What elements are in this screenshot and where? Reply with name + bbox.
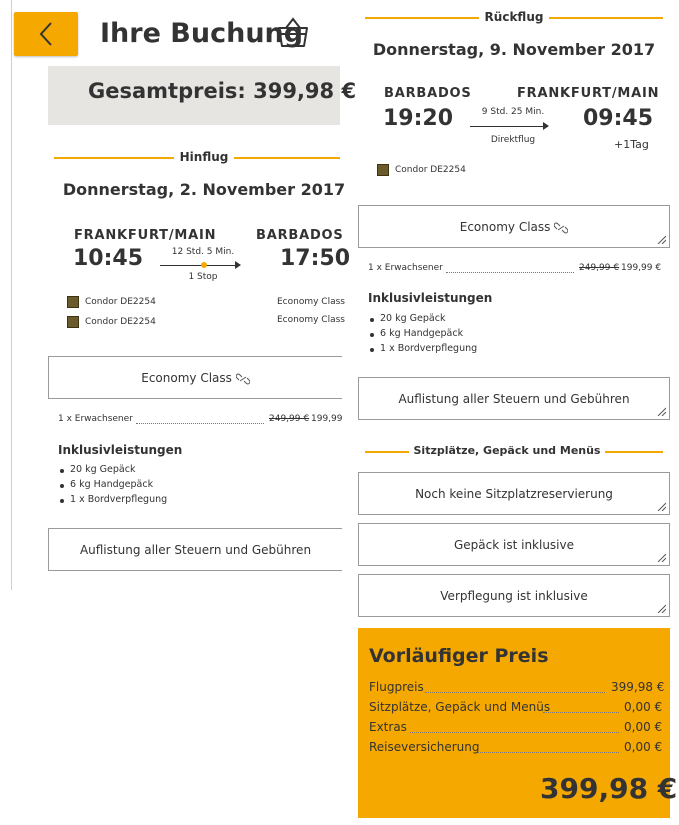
outbound-class-button[interactable]	[48, 356, 342, 399]
section-rule	[234, 157, 340, 159]
dotted-leader	[446, 272, 574, 273]
flight-path-line	[470, 126, 546, 127]
outbound-new-price: 199,99	[311, 414, 343, 424]
price-row-value: 0,00 €	[624, 720, 663, 734]
outbound-duration: 12 Std. 5 Min.	[171, 247, 235, 257]
return-inclusive-title: Inklusivleistungen	[368, 291, 493, 305]
outbound-section-label: Hinflug	[179, 150, 229, 164]
outbound-inclusive-title: Inklusivleistungen	[58, 443, 183, 457]
section-rule	[365, 451, 409, 453]
price-row-label: Reiseversicherung	[369, 740, 480, 754]
section-rule	[605, 451, 663, 453]
price-row-label: Extras	[369, 720, 407, 734]
return-day-offset: +1Tag	[614, 138, 649, 151]
flight-path-line	[160, 265, 238, 266]
chevron-left-icon	[38, 21, 54, 47]
return-stops: Direktflug	[490, 135, 536, 145]
dotted-leader	[425, 692, 605, 693]
return-section-label: Rückflug	[484, 10, 544, 24]
sidebar-divider	[11, 0, 12, 590]
outbound-dep-time: 10:45	[73, 246, 144, 271]
outbound-passenger-label: 1 x Erwachsener	[58, 414, 133, 424]
seat-reservation-label: Noch keine Sitzplatzreservierung	[415, 487, 613, 501]
price-row-value: 399,98 €	[611, 680, 665, 694]
price-summary-title: Vorläufiger Preis	[369, 645, 549, 667]
stop-dot	[201, 262, 207, 268]
extras-section-label: Sitzplätze, Gepäck und Menüs	[413, 444, 601, 457]
return-dep-time: 19:20	[383, 106, 454, 131]
dotted-leader	[136, 423, 264, 424]
return-from-city: BARBADOS	[384, 86, 472, 101]
section-rule	[365, 17, 479, 19]
price-row-label: Sitzplätze, Gepäck und Menüs	[369, 700, 551, 714]
return-date: Donnerstag, 9. November 2017	[372, 40, 656, 59]
dotted-leader	[410, 732, 619, 733]
resize-handle-icon	[656, 234, 666, 244]
section-rule	[549, 17, 663, 19]
return-flight-number: Condor DE2254	[395, 165, 466, 175]
return-class-label: Economy Class	[459, 220, 551, 234]
list-item: 1 x Bordverpflegung	[58, 494, 167, 509]
arrow-right-icon	[235, 261, 241, 269]
list-item: 1 x Bordverpflegung	[368, 343, 477, 358]
outbound-stops: 1 Stop	[188, 272, 218, 282]
back-button[interactable]	[14, 12, 78, 56]
outbound-segment-class: Economy Class	[277, 297, 345, 307]
return-taxes-button[interactable]	[358, 377, 670, 420]
outbound-flight-number: Condor DE2254	[85, 317, 156, 327]
resize-handle-icon	[656, 501, 666, 511]
airplane-icon	[543, 122, 549, 130]
condor-logo-icon	[67, 296, 79, 308]
dotted-leader	[543, 712, 619, 713]
meal-button[interactable]	[358, 574, 670, 617]
return-passenger-label: 1 x Erwachsener	[368, 263, 443, 273]
baggage-label: Gepäck ist inklusive	[453, 538, 575, 552]
total-price: Gesamtpreis: 399,98 €	[88, 79, 357, 103]
return-arr-time: 09:45	[583, 106, 654, 131]
outbound-taxes-button[interactable]	[48, 528, 342, 571]
resize-handle-icon	[656, 603, 666, 613]
price-row-value: 0,00 €	[624, 740, 663, 754]
section-rule	[54, 157, 174, 159]
return-new-price: 199,99 €	[621, 263, 662, 273]
list-item: 20 kg Gepäck	[368, 313, 477, 328]
return-inclusive-list	[368, 313, 477, 358]
outbound-inclusive-list	[58, 464, 167, 509]
outbound-segment-class: Economy Class	[277, 315, 345, 325]
list-item: 6 kg Handgepäck	[58, 479, 167, 494]
return-to-city: FRANKFURT/MAIN	[517, 86, 660, 101]
outbound-old-price: 249,99 €	[269, 414, 310, 424]
price-row-label: Flugpreis	[369, 680, 424, 694]
link-icon	[236, 373, 250, 385]
outbound-arr-time: 17:50	[280, 246, 351, 271]
outbound-taxes-label: Auflistung aller Steuern und Gebühren	[79, 543, 312, 557]
return-duration: 9 Std. 25 Min.	[481, 107, 545, 117]
return-taxes-label: Auflistung aller Steuern und Gebühren	[398, 392, 630, 406]
list-item: 20 kg Gepäck	[58, 464, 167, 479]
outbound-class-label: Economy Class	[141, 371, 232, 385]
outbound-flight-number: Condor DE2254	[85, 297, 156, 307]
return-old-price: 249,99 €	[579, 263, 620, 273]
price-row-value: 0,00 €	[624, 700, 663, 714]
resize-handle-icon	[656, 406, 666, 416]
basket-icon[interactable]	[276, 16, 310, 54]
link-icon	[554, 222, 568, 234]
dotted-leader	[478, 752, 619, 753]
seat-reservation-button[interactable]	[358, 472, 670, 515]
baggage-button[interactable]	[358, 523, 670, 566]
page-title: Ihre Buchung	[100, 18, 304, 49]
outbound-from-city: FRANKFURT/MAIN	[74, 228, 217, 243]
resize-handle-icon	[656, 552, 666, 562]
outbound-date: Donnerstag, 2. November 2017	[62, 180, 346, 199]
condor-logo-icon	[377, 164, 389, 176]
outbound-to-city: BARBADOS	[256, 228, 344, 243]
meal-label: Verpflegung ist inklusive	[440, 589, 588, 603]
return-class-button[interactable]	[358, 205, 670, 248]
condor-logo-icon	[67, 316, 79, 328]
price-summary-total: 399,98 €	[540, 772, 678, 805]
list-item: 6 kg Handgepäck	[368, 328, 477, 343]
